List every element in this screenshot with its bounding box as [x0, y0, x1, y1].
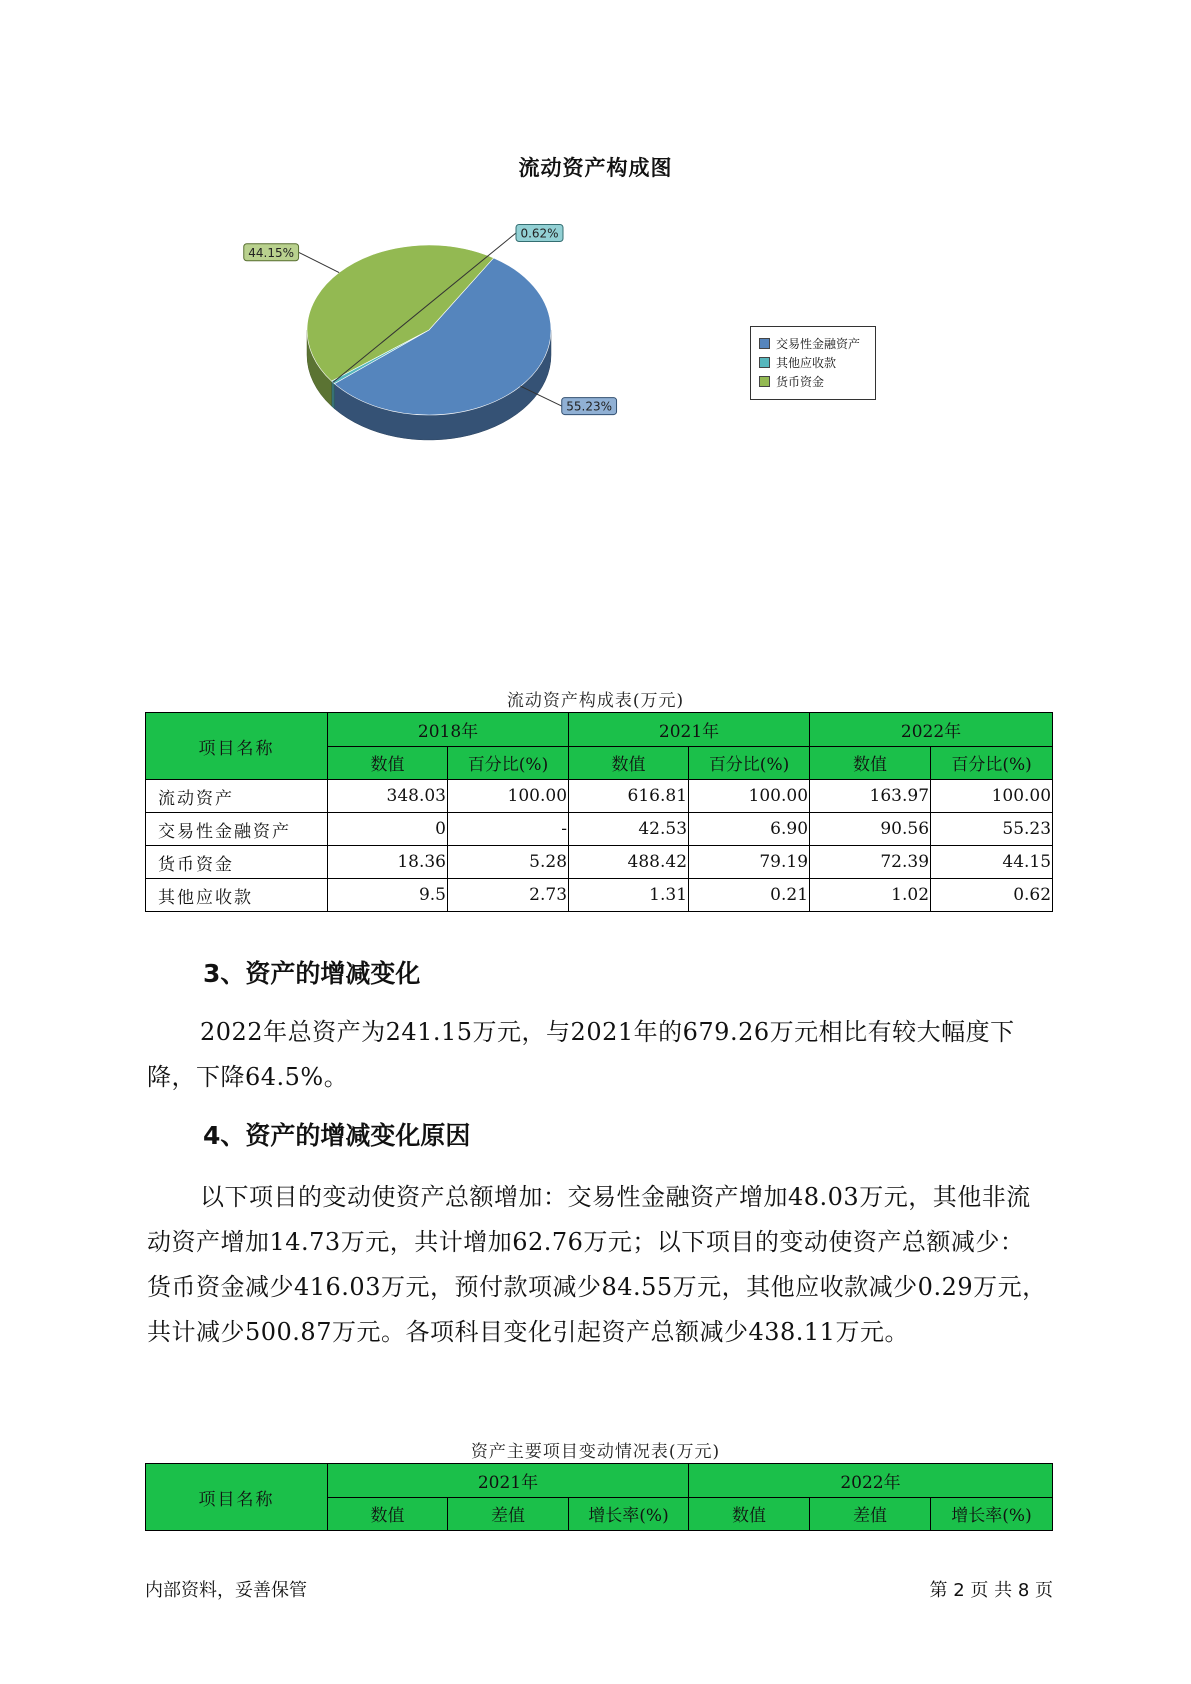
legend-item-other-receivables	[751, 353, 875, 372]
footer-page-number: 第 2 页 共 8 页	[929, 1580, 1053, 1601]
header-percent: 百分比(%)	[689, 746, 810, 780]
cell: 5.28	[448, 846, 569, 879]
header-growth: 增长率(%)	[931, 1497, 1053, 1531]
header-diff: 差值	[810, 1497, 931, 1531]
cell: 2.73	[448, 879, 569, 912]
header-diff: 差值	[448, 1497, 569, 1531]
legend-swatch	[759, 376, 770, 387]
table-row	[146, 846, 1053, 879]
table-row	[146, 780, 1053, 813]
pie-side-wall	[331, 381, 334, 409]
section-heading: 4、资产的增减变化原因	[203, 1121, 471, 1150]
data-label: 55.23%	[566, 399, 613, 414]
data-label: 0.62%	[520, 226, 559, 241]
table1-caption: 流动资产构成表(万元)	[506, 691, 685, 711]
legend-swatch	[759, 338, 770, 349]
cell: 90.56	[810, 813, 931, 846]
header-item-name: 项目名称	[146, 1464, 328, 1531]
row-name: 其他应收款	[146, 879, 328, 912]
cell: 1.02	[810, 879, 931, 912]
cell: 18.36	[328, 846, 448, 879]
legend-label: 其他应收款	[776, 356, 837, 370]
chart-title: 流动资产构成图	[518, 156, 673, 180]
header-year: 2021年	[569, 713, 810, 747]
header-year: 2022年	[810, 713, 1053, 747]
section4-paragraph: 以下项目的变动使资产总额增加：交易性金融资产增加48.03万元，其他非流动资产增加14.73万元，共计增加62.76万元；以下项目的变动使资产总额减少：货币资金减少416.03万元，预付款项减少84.55万元，其他应收款减少0.29万元，共计减少500.87万元。各项科目变化引起资产总额减少438.11万元。	[147, 1183, 1047, 1346]
asset-change-table	[145, 1463, 1053, 1531]
legend-label: 交易性金融资产	[776, 337, 861, 351]
header-year: 2021年	[328, 1464, 689, 1498]
pie-chart	[0, 0, 1191, 470]
cell: 616.81	[569, 780, 689, 813]
cell: 100.00	[931, 780, 1053, 813]
legend-item-cash	[751, 372, 875, 391]
cell: 55.23	[931, 813, 1053, 846]
row-name: 交易性金融资产	[146, 813, 328, 846]
cell: -	[448, 813, 569, 846]
data-label: 44.15%	[248, 245, 295, 260]
cell: 348.03	[328, 780, 448, 813]
cell: 44.15	[931, 846, 1053, 879]
header-value: 数值	[689, 1497, 810, 1531]
section3-paragraph: 2022年总资产为241.15万元，与2021年的679.26万元相比有较大幅度下降，下降64.5%。	[147, 1018, 1015, 1091]
cell: 72.39	[810, 846, 931, 879]
chart-legend	[750, 326, 876, 400]
header-percent: 百分比(%)	[448, 746, 569, 780]
cell: 0.62	[931, 879, 1053, 912]
label-leader-line	[299, 252, 340, 272]
header-value: 数值	[328, 746, 448, 780]
cell: 79.19	[689, 846, 810, 879]
cell: 0	[328, 813, 448, 846]
header-growth: 增长率(%)	[569, 1497, 689, 1531]
row-name: 货币资金	[146, 846, 328, 879]
cell: 163.97	[810, 780, 931, 813]
legend-label: 货币资金	[776, 375, 825, 389]
header-value: 数值	[810, 746, 931, 780]
cell: 1.31	[569, 879, 689, 912]
cell: 100.00	[689, 780, 810, 813]
header-year: 2018年	[328, 713, 569, 747]
header-value: 数值	[569, 746, 689, 780]
header-value: 数值	[328, 1497, 448, 1531]
row-name: 流动资产	[146, 780, 328, 813]
legend-item-trading-assets	[751, 334, 875, 353]
header-percent: 百分比(%)	[931, 746, 1053, 780]
header-item-name: 项目名称	[146, 713, 328, 780]
current-assets-table	[145, 712, 1053, 912]
footer-left: 内部资料，妥善保管	[145, 1580, 307, 1601]
table-row	[146, 813, 1053, 846]
cell: 42.53	[569, 813, 689, 846]
cell: 0.21	[689, 879, 810, 912]
cell: 100.00	[448, 780, 569, 813]
cell: 6.90	[689, 813, 810, 846]
table2-caption: 资产主要项目变动情况表(万元)	[470, 1442, 721, 1462]
legend-swatch	[759, 357, 770, 368]
header-year: 2022年	[689, 1464, 1053, 1498]
cell: 488.42	[569, 846, 689, 879]
table-row	[146, 879, 1053, 912]
cell: 9.5	[328, 879, 448, 912]
section-heading: 3、资产的增减变化	[203, 959, 421, 988]
